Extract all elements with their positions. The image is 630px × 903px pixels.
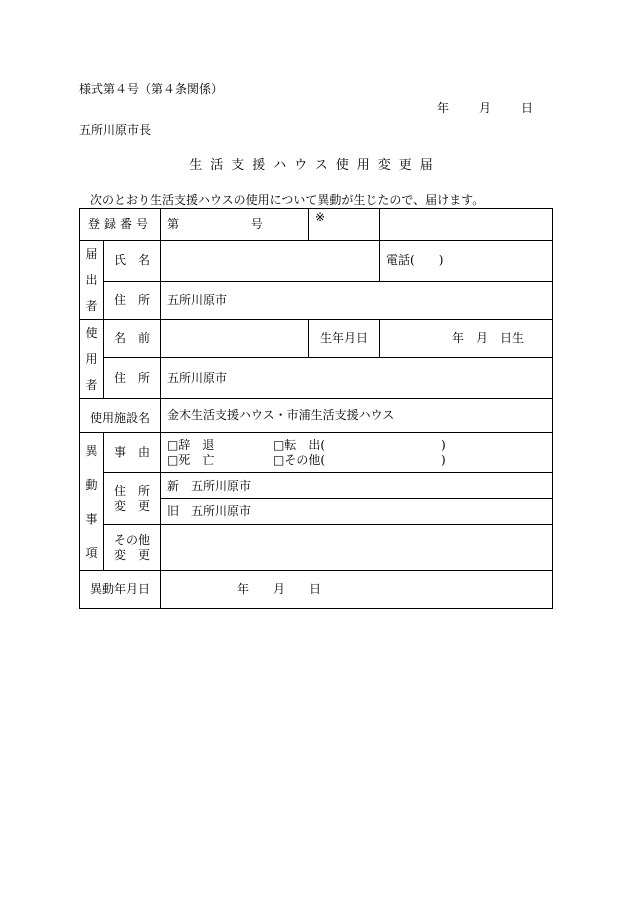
other-change-label-line2: 変 更	[114, 547, 151, 562]
notifier-address-field[interactable]	[161, 281, 553, 319]
address-change-fields	[161, 473, 553, 525]
change-form-table	[79, 208, 553, 609]
notifier-name-label: 氏 名	[104, 241, 161, 282]
registration-number-field[interactable]	[161, 209, 309, 241]
user-label	[80, 320, 104, 399]
phone-label: 電話( )	[386, 253, 444, 268]
notifier-label	[80, 241, 104, 320]
user-address-value: 五所川原市	[167, 370, 228, 385]
change-date-row	[80, 571, 553, 609]
other-change-row	[80, 525, 553, 571]
user-name-label: 名 前	[104, 320, 161, 358]
old-address-field[interactable]	[161, 499, 552, 523]
registration-prefix: 第	[167, 217, 180, 231]
user-address-field[interactable]	[161, 358, 553, 399]
other-checkbox[interactable]: □その他(	[273, 452, 326, 467]
registration-row	[80, 209, 553, 241]
address-change-row	[80, 473, 553, 525]
move-out-checkbox[interactable]: □転 出(	[273, 437, 326, 452]
withdraw-checkbox[interactable]: □辞 退	[167, 437, 215, 452]
submission-date	[437, 99, 533, 116]
notifier-address-value: 五所川原市	[167, 292, 228, 307]
registration-label: 登録番号	[80, 209, 161, 241]
notifier-label-char: 届	[85, 247, 98, 261]
notifier-phone-field[interactable]	[380, 241, 553, 282]
date-year-label: 年	[437, 101, 450, 115]
notifier-label-char: 者	[85, 299, 98, 313]
date-month-label: 月	[479, 101, 492, 115]
user-label-char: 者	[85, 378, 98, 392]
other-close: )	[441, 452, 446, 467]
other-change-field[interactable]	[161, 525, 553, 571]
date-day-label: 日	[521, 101, 534, 115]
reason-label: 事 由	[104, 433, 161, 473]
office-use-cell	[309, 209, 380, 241]
facility-label: 使用施設名	[80, 399, 161, 433]
change-items-label	[80, 433, 104, 571]
death-checkbox[interactable]: □死 亡	[167, 452, 215, 467]
change-date-field[interactable]	[161, 571, 553, 609]
other-change-label	[104, 525, 161, 571]
old-address-value: 旧 五所川原市	[167, 503, 252, 518]
user-address-row	[80, 358, 553, 399]
change-label-char: 動	[85, 477, 98, 492]
address-change-label-line1: 住 所	[114, 483, 151, 498]
change-label-char: 異	[85, 443, 98, 458]
other-change-label-line1: その他	[114, 532, 151, 547]
facility-value: 金木生活支援ハウス・市浦生活支援ハウス	[167, 408, 395, 422]
user-label-char: 用	[85, 352, 98, 366]
birth-date-field[interactable]	[380, 320, 553, 358]
notifier-label-char: 出	[85, 273, 98, 287]
change-label-char: 事	[85, 511, 98, 526]
move-out-close: )	[441, 437, 446, 452]
facility-field	[161, 399, 553, 433]
intro-text: 次のとおり生活支援ハウスの使用について異動が生じたので、届けます。	[90, 193, 485, 207]
document-title: 生活支援ハウス使用変更届	[189, 158, 441, 173]
new-address-field[interactable]	[161, 474, 552, 499]
change-date-value: 年 月 日	[237, 582, 322, 596]
notifier-address-row	[80, 281, 553, 319]
form-number: 様式第４号（第４条関係）	[79, 82, 224, 96]
birth-date-value: 年 月 日生	[452, 331, 525, 346]
new-address-value: 新 五所川原市	[167, 478, 252, 493]
change-date-label: 異動年月日	[80, 571, 161, 609]
user-address-label: 住 所	[104, 358, 161, 399]
reason-options	[161, 433, 553, 473]
user-name-row	[80, 320, 553, 358]
user-name-field[interactable]	[161, 320, 309, 358]
office-use-mark: ※	[315, 210, 326, 224]
registration-suffix: 号	[250, 217, 263, 231]
user-label-char: 使	[85, 326, 98, 340]
birth-date-label: 生年月日	[309, 320, 380, 358]
notifier-name-field[interactable]	[161, 241, 380, 282]
addressee: 五所川原市長	[79, 123, 152, 137]
address-change-label-line2: 変 更	[114, 498, 151, 513]
reason-row	[80, 433, 553, 473]
change-label-char: 項	[85, 545, 98, 560]
notifier-address-label: 住 所	[104, 281, 161, 319]
notifier-name-row	[80, 241, 553, 282]
registration-blank-cell	[380, 209, 553, 241]
facility-row	[80, 399, 553, 433]
address-change-label	[104, 473, 161, 525]
